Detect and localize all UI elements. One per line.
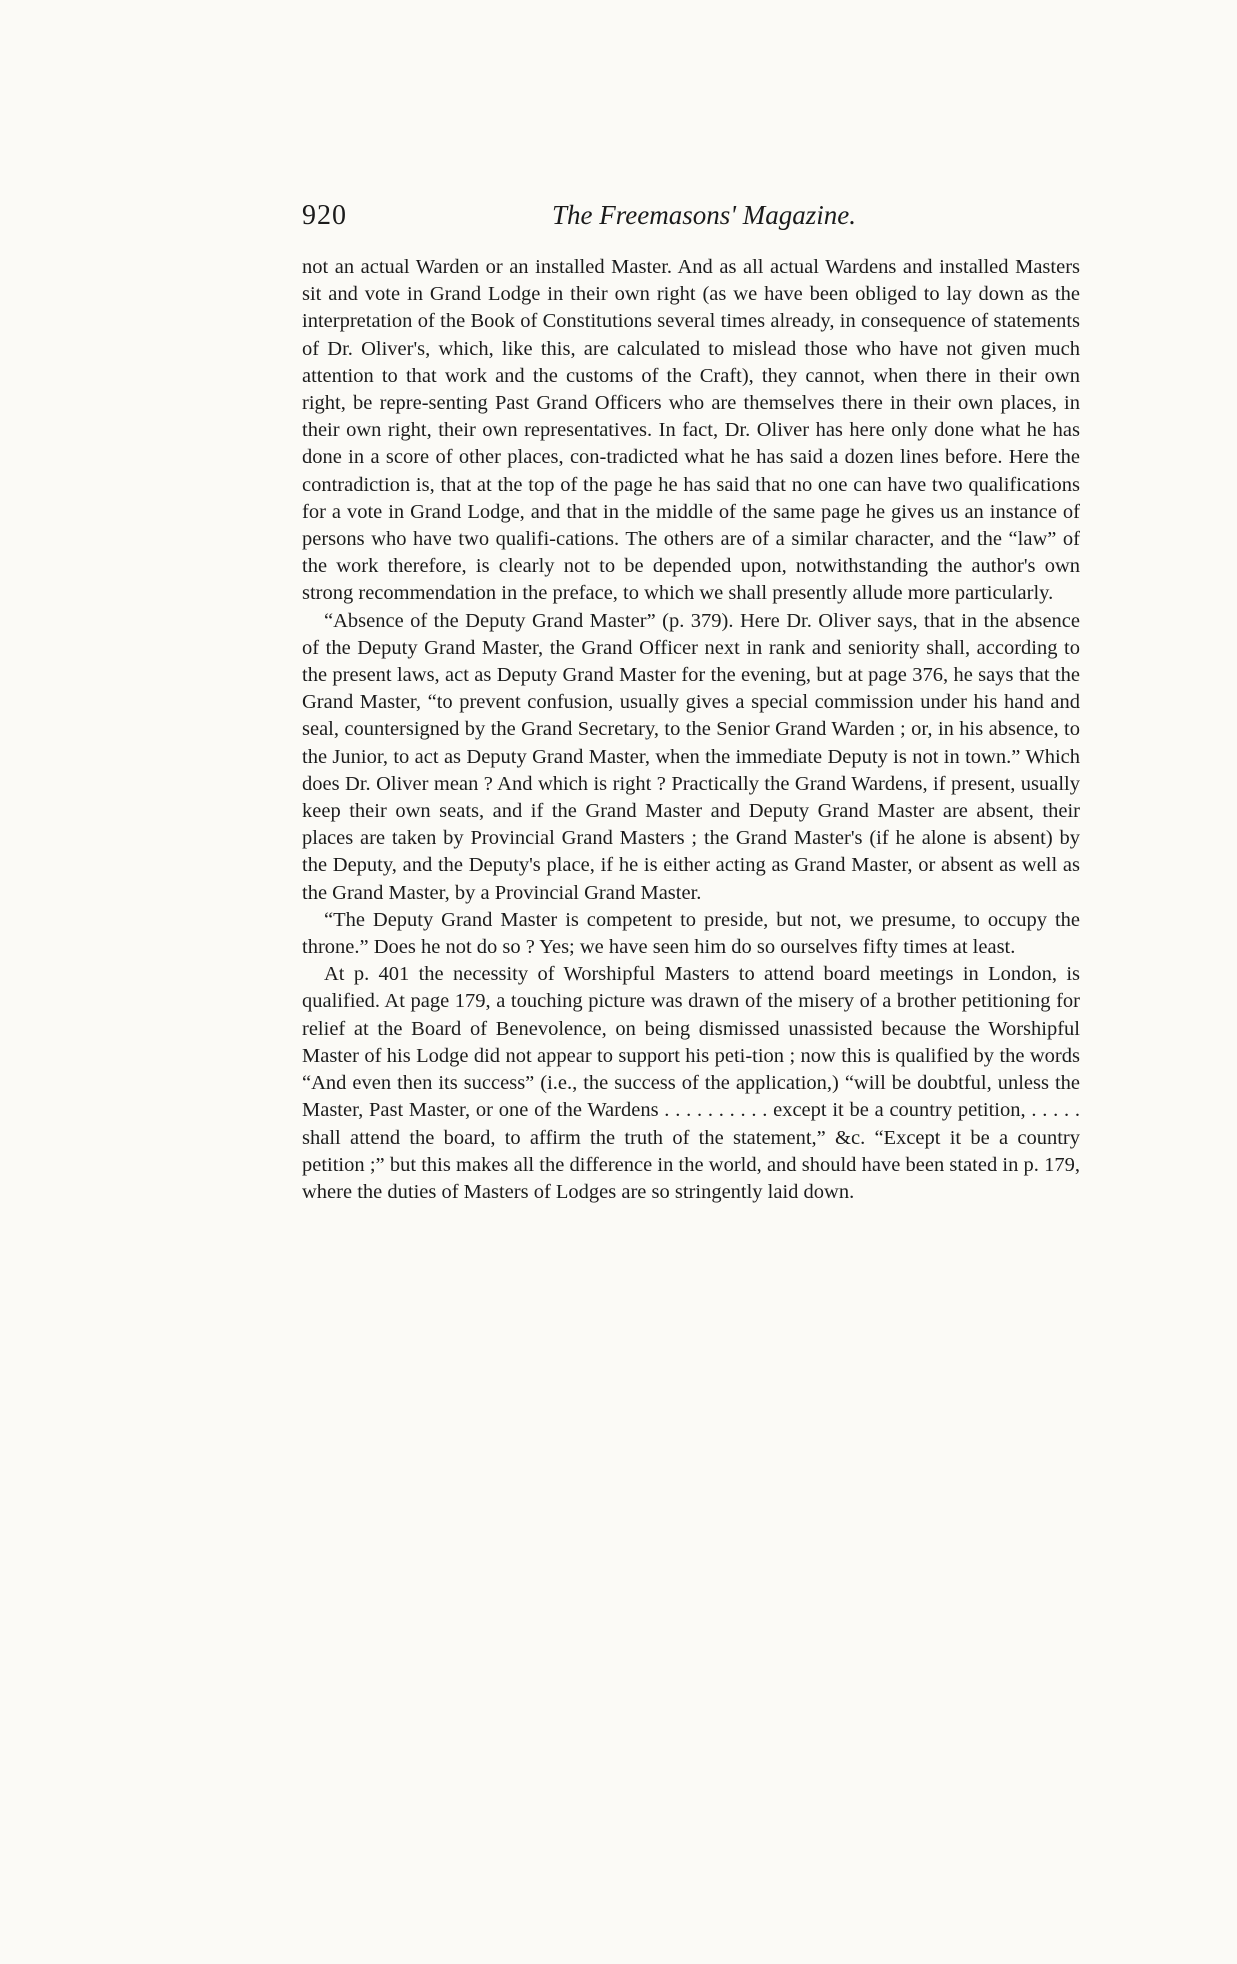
paragraph-board-meetings: At p. 401 the necessity of Worshipful Masters to attend board meetings in London, is qualified. At page 179, a touching picture was drawn of the misery of a brother petitioning for relief at the Board of Benevolence, on being dismissed unassisted because the Worshipful Master of his Lodge did not appear to support his peti-tion ; now this is qualified by the words “And even then its success” (i.e., the success of the application,) “will be doubtful, unless the Master, Past Master, or one of the Wardens . . . . . . . . . . except it be a country petition, . . . . . shall attend the board, to affirm the truth of the statement,” &c. “Except it be a country petition ;” but this makes all the difference in the world, and should have been stated in p. 179, where the duties of Masters of Lodges are so stringently laid down.: [302, 963, 1080, 1203]
paragraph-absence-deputy: “Absence of the Deputy Grand Master” (p. 379). Here Dr. Oliver says, that in the absence of the Deputy Grand Master, the Grand Officer next in rank and seniority shall, according to the present laws, act as Deputy Grand Master for the evening, but at page 376, he says that the Grand Master, “to prevent confusion, usually gives a special commission under his hand and seal, countersigned by the Grand Secretary, to the Senior Grand Warden ; or, in his absence, to the Junior, to act as Deputy Grand Master, when the immediate Deputy is not in town.” Which does Dr. Oliver mean ? And which is right ? Practically the Grand Wardens, if present, usually keep their own seats, and if the Grand Master and Deputy Grand Master are absent, their places are taken by Provincial Grand Masters ; the Grand Master's (if he alone is absent) by the Deputy, and the Deputy's place, if he is either acting as Grand Master, or absent as well as the Grand Master, by a Provincial Grand Master.: [302, 609, 1080, 904]
paragraph-throne: “The Deputy Grand Master is competent to preside, but not, we presume, to occupy the throne.” Does he not do so ? Yes; we have seen him do so ourselves fifty times at least.: [302, 908, 1080, 959]
page-number: 920: [302, 200, 347, 231]
page-header: [302, 200, 1082, 240]
paragraph-continuation: not an actual Warden or an installed Master. And as all actual Wardens and installed Masters sit and vote in Grand Lodge in their own right (as we have been obliged to lay down as the interpretation of the Book of Constitutions several times already, in consequence of statements of Dr. Oliver's, which, like this, are calculated to mislead those who have not given much attention to that work and the customs of the Craft), they cannot, when there in their own right, be repre-senting Past Grand Officers who are themselves there in their own places, in their own right, their own representatives. In fact, Dr. Oliver has here only done what he has done in a score of other places, con-tradicted what he has said a dozen lines before. Here the contradiction is, that at the top of the page he has said that no one can have two qualifications for a vote in Grand Lodge, and that in the middle of the same page he gives us an instance of persons who have two qualifi-cations. The others are of a similar character, and the “law” of the work therefore, is clearly not to be depended upon, notwithstanding the author's own strong recommendation in the preface, to which we shall presently allude more particularly.: [302, 256, 1080, 605]
running-title: The Freemasons' Magazine.: [552, 200, 856, 230]
article-body: [302, 254, 1080, 1206]
